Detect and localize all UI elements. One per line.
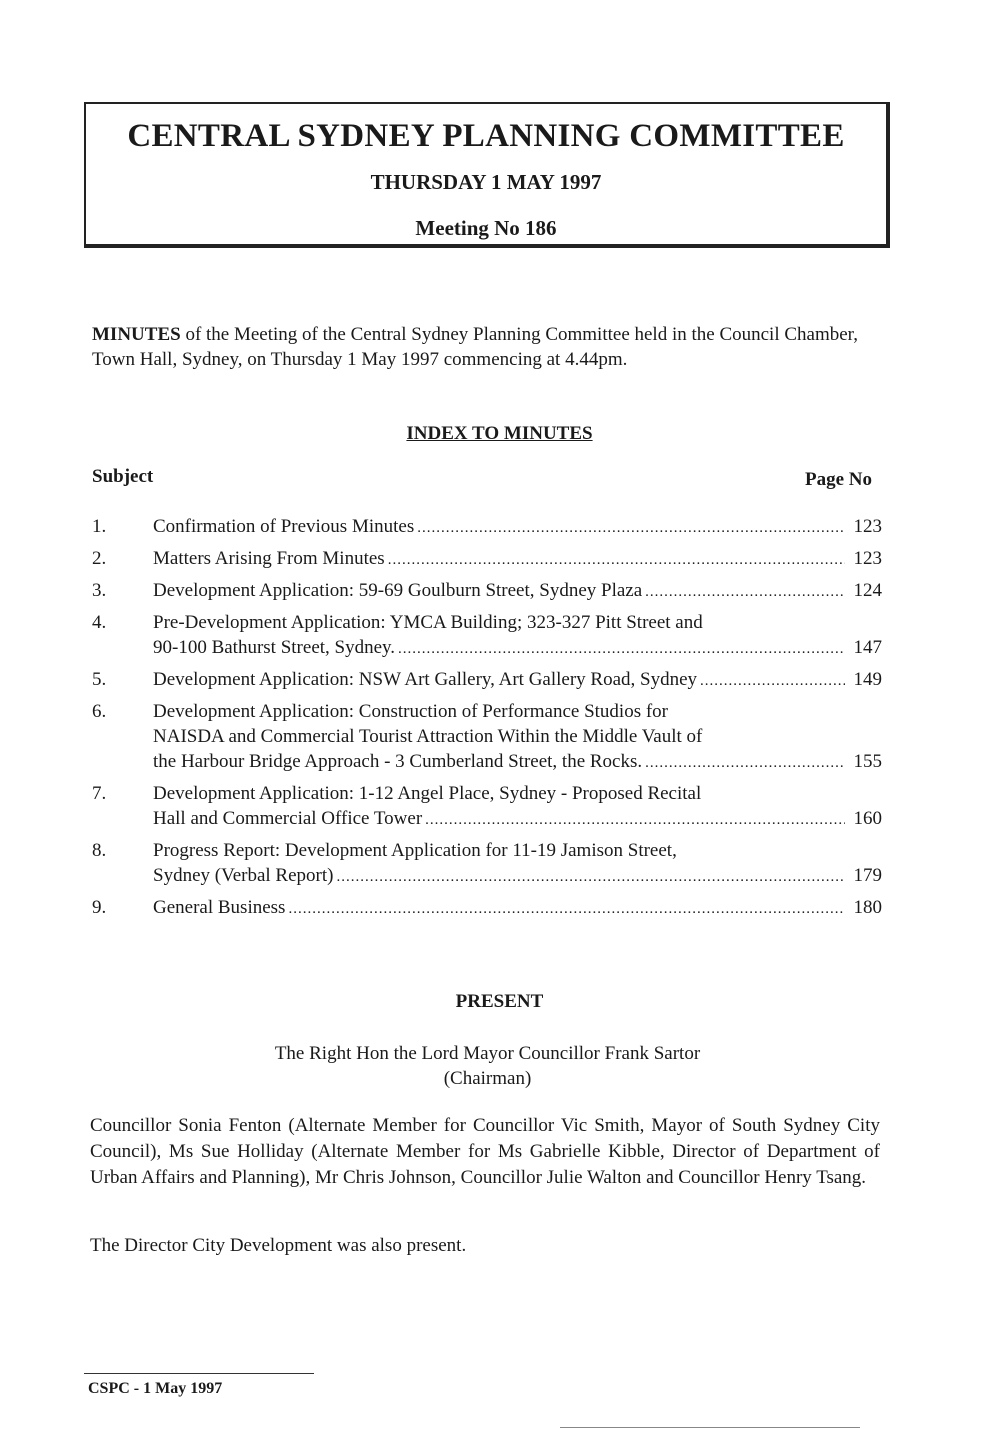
dot-leader — [288, 897, 845, 922]
dot-leader — [645, 751, 845, 776]
index-entry — [92, 514, 882, 541]
index-entry-subject: Hall and Commercial Office Tower — [153, 808, 423, 829]
intro-paragraph — [92, 322, 889, 372]
index-entry-number: 3. — [92, 580, 107, 601]
dot-leader — [417, 516, 845, 541]
index-entry-page: 147 — [853, 637, 882, 658]
index-entry — [92, 838, 882, 890]
index-entry-number: 1. — [92, 516, 107, 537]
document-title: CENTRAL SYDNEY PLANNING COMMITTEE — [127, 118, 845, 154]
index-entry-number: 8. — [92, 840, 107, 861]
index-entry-subject: Matters Arising From Minutes — [153, 548, 385, 569]
chairman-role: (Chairman) — [443, 1068, 532, 1089]
index-entry-page: 123 — [853, 548, 882, 569]
dot-leader — [388, 548, 845, 573]
index-list — [92, 514, 882, 927]
dot-leader — [700, 669, 845, 694]
index-entry-page: 123 — [853, 516, 882, 537]
index-entry — [92, 699, 882, 776]
footer-label: CSPC - 1 May 1997 — [88, 1380, 223, 1397]
index-entry — [92, 895, 882, 922]
index-entry-page: 180 — [853, 897, 882, 918]
index-entry-page: 124 — [853, 580, 882, 601]
footer-rule — [84, 1373, 314, 1374]
chairman-block — [0, 1041, 975, 1091]
present-heading: PRESENT — [455, 991, 544, 1012]
index-entry-subject: Confirmation of Previous Minutes — [153, 516, 415, 537]
members-present: Councillor Sonia Fenton (Alternate Member for Councillor Vic Smith, Mayor of South Sydney City Council), Ms Sue Holliday (Alternate Member for Ms Gabrielle Kibble, Director of Department of Urban Affairs and Planning), Mr Chris Johnson, Councillor Julie Walton and Councillor Henry Tsang. — [90, 1115, 880, 1188]
index-entry-text-line: Progress Report: Development Application for 11-19 Jamison Street, — [153, 840, 677, 861]
page-no-column-header: Page No — [805, 469, 873, 490]
index-entry-text-line: Development Application: 1-12 Angel Place, Sydney - Proposed Recital — [153, 783, 702, 804]
header-box — [84, 102, 890, 248]
index-entry — [92, 667, 882, 694]
index-entry-subject: the Harbour Bridge Approach - 3 Cumberland Street, the Rocks. — [153, 751, 643, 772]
index-entry-subject: Development Application: NSW Art Gallery, Art Gallery Road, Sydney — [153, 669, 698, 690]
index-entry — [92, 546, 882, 573]
index-entry — [92, 578, 882, 605]
index-entry-page: 160 — [853, 808, 882, 829]
index-entry-text-line: Development Application: Construction of Performance Studios for — [153, 701, 669, 722]
index-entry-number: 2. — [92, 548, 107, 569]
dot-leader — [398, 637, 845, 662]
index-entry-number: 7. — [92, 783, 107, 804]
index-entry-subject: General Business — [153, 897, 286, 918]
intro-lead: MINUTES — [92, 324, 181, 345]
dot-leader — [645, 580, 845, 605]
index-entry-number: 5. — [92, 669, 107, 690]
index-entry-subject: 90-100 Bathurst Street, Sydney. — [153, 637, 396, 658]
director-present: The Director City Development was also present. — [90, 1235, 467, 1256]
index-entry-text-line: Pre-Development Application: YMCA Building; 323-327 Pitt Street and — [153, 612, 703, 633]
index-entry-number: 9. — [92, 897, 107, 918]
dot-leader — [425, 808, 845, 833]
subject-column-header: Subject — [92, 466, 154, 487]
index-entry-subject: Development Application: 59-69 Goulburn Street, Sydney Plaza — [153, 580, 643, 601]
bottom-edge-rule — [560, 1427, 860, 1428]
index-entry-text-line: NAISDA and Commercial Tourist Attraction Within the Middle Vault of — [153, 726, 703, 747]
index-entry-page: 155 — [853, 751, 882, 772]
index-heading: INDEX TO MINUTES — [406, 423, 593, 444]
index-entry-page: 179 — [853, 865, 882, 886]
index-entry-subject: Sydney (Verbal Report) — [153, 865, 334, 886]
meeting-date: THURSDAY 1 MAY 1997 — [370, 170, 602, 194]
intro-text: of the Meeting of the Central Sydney Planning Committee held in the Council Chamber, Town Hall, Sydney, on Thursday 1 May 1997 commencing at 4.44pm. — [92, 324, 858, 370]
index-entry — [92, 610, 882, 662]
meeting-number: Meeting No 186 — [415, 216, 557, 240]
index-entry-number: 4. — [92, 612, 107, 633]
dot-leader — [336, 865, 845, 890]
chairman-name: The Right Hon the Lord Mayor Councillor Frank Sartor — [274, 1043, 701, 1064]
index-entry-number: 6. — [92, 701, 107, 722]
index-entry — [92, 781, 882, 833]
index-entry-page: 149 — [853, 669, 882, 690]
